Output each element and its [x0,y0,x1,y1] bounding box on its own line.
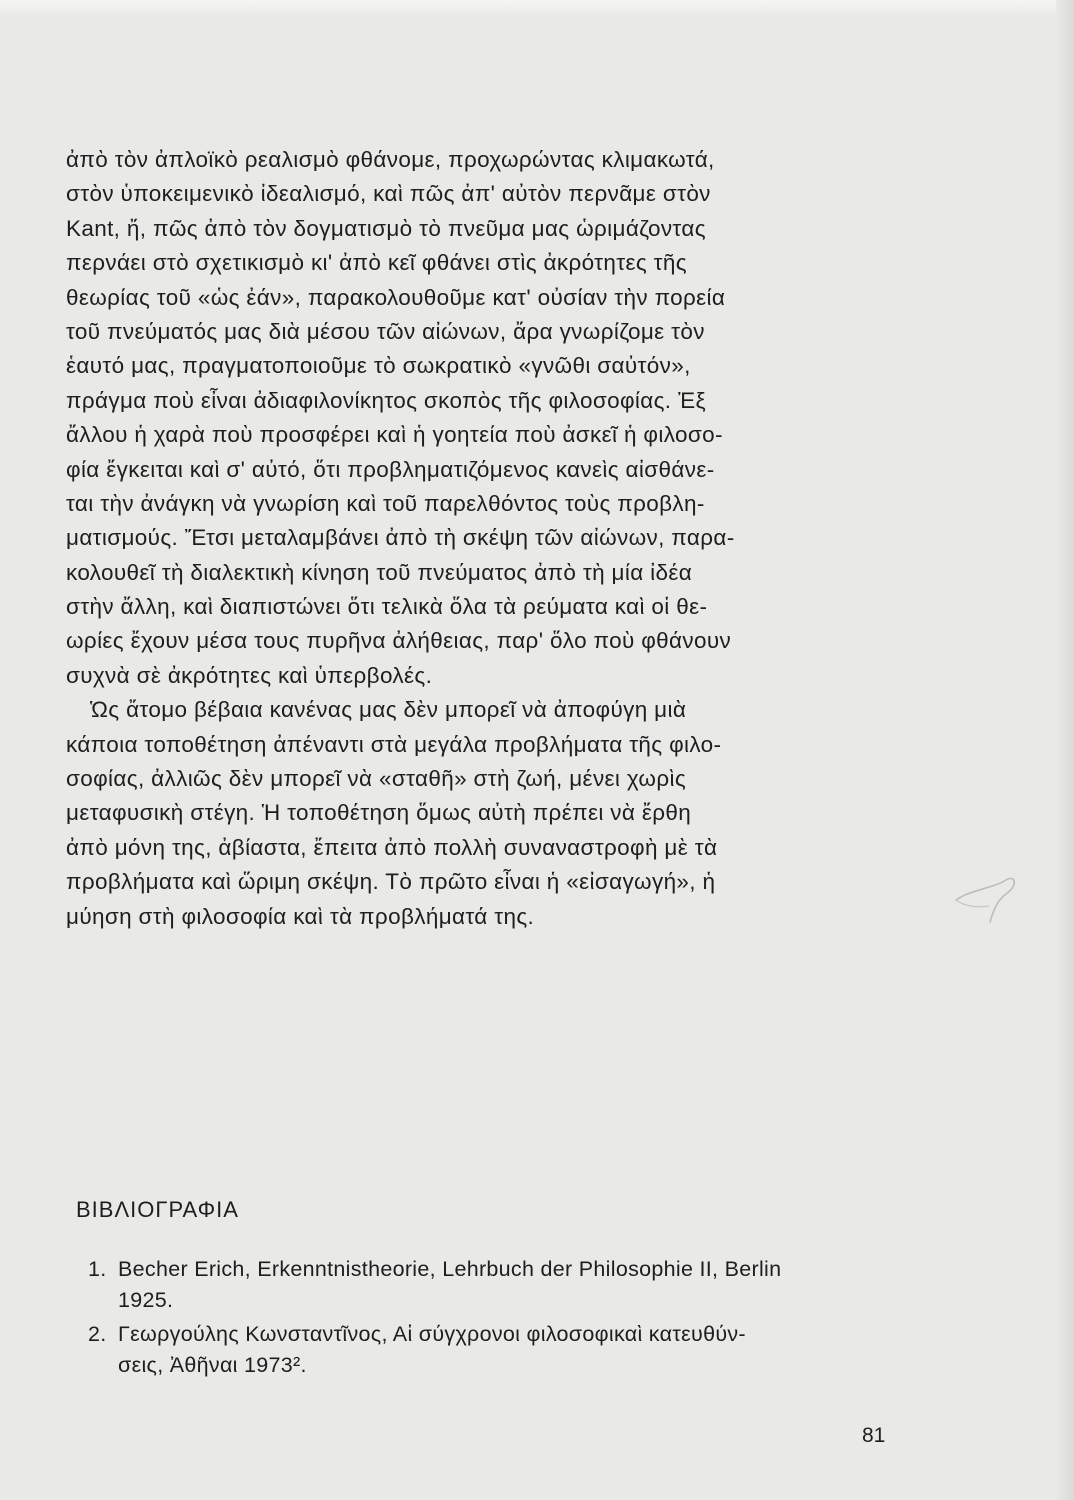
page-top-edge [0,0,1074,18]
page-right-shadow [1056,0,1074,1500]
body-line: Ὡς ἄτομο βέβαια κανένας μας δὲν μπορεῖ νὰ ἀποφύγη μιὰ [90,697,687,723]
body-line: κολουθεῖ τὴ διαλεκτικὴ κίνηση τοῦ πνεύματος ἀπὸ τὴ μία ἰδέα [66,559,693,585]
body-line: τοῦ πνεύματός μας διὰ μέσου τῶν αἰώνων, ἄρα γνωρίζομε τὸν [66,318,705,344]
body-line: συχνὰ σὲ ἀκρότητες καὶ ὑπερβολές. [66,662,433,688]
entry-line: 1925. [118,1288,174,1312]
body-line: πράγμα ποὺ εἶναι ἀδιαφιλονίκητος σκοπὸς τῆς φιλοσοφίας. Ἐξ [66,387,706,413]
body-line: ἀπὸ τὸν ἀπλοϊκὸ ρεαλισμὸ φθάνομε, προχωρώντας κλιμακωτά, [66,147,715,172]
bibliography-entry [88,1319,896,1381]
body-line: ωρίες ἔχουν μέσα τους πυρῆνα ἀλήθειας, παρ' ὅλο ποὺ φθάνουν [66,628,732,654]
entry-line: Becher Erich, Erkenntnistheorie, Lehrbuch der Philosophie II, Berlin [118,1257,782,1281]
body-line: στὸν ὑποκειμενικὸ ἰδεαλισμό, καὶ πῶς ἀπ' αὐτὸν περνᾶμε στὸν [66,181,711,207]
body-line: ἀπὸ μόνη της, ἀβίαστα, ἔπειτα ἀπὸ πολλὴ συναναστροφὴ μὲ τὰ [66,834,718,860]
page-number: 81 [862,1424,886,1447]
body-paragraphs [66,143,896,934]
body-line: φία ἔγκειται καὶ σ' αὐτό, ὅτι προβληματιζόμενος κανεὶς αἰσθάνε- [66,456,715,482]
body-line: θεωρίας τοῦ «ὡς ἐάν», παρακολουθοῦμε κατ' οὐσίαν τὴν πορεία [66,284,726,310]
entry-number: 1. [88,1257,107,1281]
body-line: ἄλλου ἡ χαρὰ ποὺ προσφέρει καὶ ἡ γοητεία ποὺ ἀσκεῖ ἡ φιλοσο- [66,422,723,448]
body-line: σοφίας, ἀλλιῶς δὲν μπορεῖ νὰ «σταθῆ» στὴ ζωή, μένει χωρὶς [66,766,687,792]
body-line: μύηση στὴ φιλοσοφία καὶ τὰ προβλήματά της. [66,903,535,929]
entry-number: 2. [88,1322,107,1346]
entry-line: Γεωργούλης Κωνσταντῖνος, Αἱ σύγχρονοι φιλοσοφικαὶ κατευθύν- [118,1322,746,1346]
bibliography-list [88,1254,896,1384]
bibliography-heading: ΒΙΒΛΙΟΓΡΑΦΙΑ [76,1197,239,1222]
bibliography-entry [88,1254,896,1316]
body-line: περνάει στὸ σχετικισμὸ κι' ἀπὸ κεῖ φθάνει στὶς ἀκρότητες τῆς [66,250,687,276]
pencil-mark [950,872,1020,932]
body-line: στὴν ἄλλη, καὶ διαπιστώνει ὅτι τελικὰ ὅλα τὰ ρεύματα καὶ οἱ θε- [66,594,708,620]
body-line: ται τὴν ἀνάγκη νὰ γνωρίση καὶ τοῦ παρελθόντος τοὺς προβλη- [66,490,705,516]
body-line: ματισμούς. Ἔτσι μεταλαμβάνει ἀπὸ τὴ σκέψη τῶν αἰώνων, παρα- [66,525,735,551]
entry-line: σεις, Ἀθῆναι 1973². [118,1353,307,1377]
body-line: ἑαυτό μας, πραγματοποιοῦμε τὸ σωκρατικὸ «γνῶθι σαὐτόν», [66,353,691,379]
body-line: κάποια τοποθέτηση ἀπέναντι στὰ μεγάλα προβλήματα τῆς φιλο- [66,731,722,757]
body-line: μεταφυσικὴ στέγη. Ἡ τοποθέτηση ὅμως αὐτὴ πρέπει νὰ ἔρθη [66,800,692,826]
body-line: Kant, ἤ, πῶς ἀπὸ τὸν δογματισμὸ τὸ πνεῦμα μας ὡριμάζοντας [66,215,706,241]
body-line: προβλήματα καὶ ὥριμη σκέψη. Τὸ πρῶτο εἶναι ἡ «εἰσαγωγή», ἡ [66,869,716,895]
